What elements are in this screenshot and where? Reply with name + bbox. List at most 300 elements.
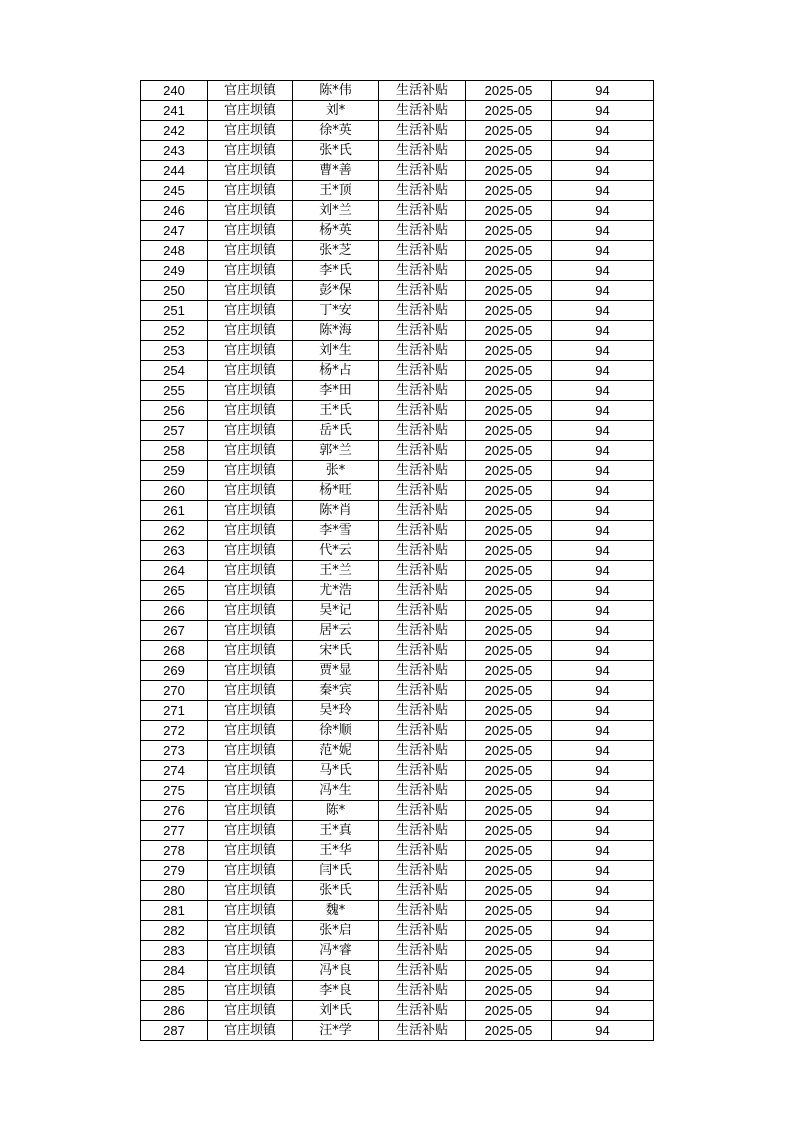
table-row [141, 81, 654, 101]
cell-serial-number: 251 [141, 301, 208, 321]
cell-amount: 94 [552, 221, 654, 241]
cell-subsidy-type: 生活补贴 [379, 421, 466, 441]
cell-period: 2025-05 [466, 501, 552, 521]
cell-serial-number: 277 [141, 821, 208, 841]
cell-amount: 94 [552, 521, 654, 541]
cell-person-name: 杨*旺 [293, 481, 379, 501]
cell-period: 2025-05 [466, 941, 552, 961]
cell-town: 官庄坝镇 [208, 841, 293, 861]
cell-serial-number: 267 [141, 621, 208, 641]
cell-subsidy-type: 生活补贴 [379, 901, 466, 921]
cell-period: 2025-05 [466, 381, 552, 401]
cell-town: 官庄坝镇 [208, 861, 293, 881]
cell-town: 官庄坝镇 [208, 761, 293, 781]
cell-subsidy-type: 生活补贴 [379, 461, 466, 481]
table-row [141, 421, 654, 441]
cell-person-name: 张* [293, 461, 379, 481]
cell-period: 2025-05 [466, 461, 552, 481]
cell-period: 2025-05 [466, 241, 552, 261]
table-row [141, 161, 654, 181]
cell-subsidy-type: 生活补贴 [379, 201, 466, 221]
table-row [141, 821, 654, 841]
cell-period: 2025-05 [466, 861, 552, 881]
cell-period: 2025-05 [466, 261, 552, 281]
cell-serial-number: 261 [141, 501, 208, 521]
cell-person-name: 丁*安 [293, 301, 379, 321]
cell-person-name: 张*氏 [293, 881, 379, 901]
cell-amount: 94 [552, 481, 654, 501]
table-row [141, 961, 654, 981]
cell-subsidy-type: 生活补贴 [379, 861, 466, 881]
cell-amount: 94 [552, 841, 654, 861]
cell-period: 2025-05 [466, 841, 552, 861]
cell-subsidy-type: 生活补贴 [379, 821, 466, 841]
cell-serial-number: 269 [141, 661, 208, 681]
cell-period: 2025-05 [466, 961, 552, 981]
table-row [141, 341, 654, 361]
cell-person-name: 汪*学 [293, 1021, 379, 1041]
table-row [141, 781, 654, 801]
cell-town: 官庄坝镇 [208, 141, 293, 161]
cell-amount: 94 [552, 581, 654, 601]
table-row [141, 241, 654, 261]
cell-amount: 94 [552, 541, 654, 561]
cell-person-name: 李*良 [293, 981, 379, 1001]
cell-person-name: 岳*氏 [293, 421, 379, 441]
cell-town: 官庄坝镇 [208, 201, 293, 221]
cell-period: 2025-05 [466, 441, 552, 461]
cell-town: 官庄坝镇 [208, 1001, 293, 1021]
cell-subsidy-type: 生活补贴 [379, 441, 466, 461]
cell-amount: 94 [552, 601, 654, 621]
cell-subsidy-type: 生活补贴 [379, 281, 466, 301]
cell-person-name: 冯*良 [293, 961, 379, 981]
cell-person-name: 秦*宾 [293, 681, 379, 701]
cell-serial-number: 264 [141, 561, 208, 581]
cell-amount: 94 [552, 101, 654, 121]
cell-person-name: 居*云 [293, 621, 379, 641]
cell-period: 2025-05 [466, 181, 552, 201]
cell-subsidy-type: 生活补贴 [379, 361, 466, 381]
cell-serial-number: 262 [141, 521, 208, 541]
cell-subsidy-type: 生活补贴 [379, 521, 466, 541]
cell-person-name: 刘*氏 [293, 1001, 379, 1021]
cell-serial-number: 260 [141, 481, 208, 501]
cell-period: 2025-05 [466, 581, 552, 601]
table-row [141, 261, 654, 281]
subsidy-roster-table [140, 80, 654, 1041]
cell-subsidy-type: 生活补贴 [379, 701, 466, 721]
table-row [141, 481, 654, 501]
cell-subsidy-type: 生活补贴 [379, 161, 466, 181]
cell-town: 官庄坝镇 [208, 541, 293, 561]
cell-serial-number: 247 [141, 221, 208, 241]
cell-serial-number: 244 [141, 161, 208, 181]
cell-amount: 94 [552, 241, 654, 261]
cell-town: 官庄坝镇 [208, 621, 293, 641]
cell-subsidy-type: 生活补贴 [379, 261, 466, 281]
cell-amount: 94 [552, 261, 654, 281]
cell-person-name: 刘*生 [293, 341, 379, 361]
cell-town: 官庄坝镇 [208, 701, 293, 721]
cell-period: 2025-05 [466, 101, 552, 121]
cell-serial-number: 243 [141, 141, 208, 161]
cell-serial-number: 250 [141, 281, 208, 301]
cell-subsidy-type: 生活补贴 [379, 981, 466, 1001]
table-row [141, 381, 654, 401]
cell-subsidy-type: 生活补贴 [379, 181, 466, 201]
cell-person-name: 吴*记 [293, 601, 379, 621]
cell-amount: 94 [552, 781, 654, 801]
table-row [141, 361, 654, 381]
cell-period: 2025-05 [466, 761, 552, 781]
table-row [141, 721, 654, 741]
table-row [141, 201, 654, 221]
cell-amount: 94 [552, 1021, 654, 1041]
cell-period: 2025-05 [466, 881, 552, 901]
cell-amount: 94 [552, 681, 654, 701]
cell-person-name: 王*兰 [293, 561, 379, 581]
cell-subsidy-type: 生活补贴 [379, 81, 466, 101]
cell-period: 2025-05 [466, 121, 552, 141]
table-row [141, 441, 654, 461]
cell-serial-number: 284 [141, 961, 208, 981]
cell-subsidy-type: 生活补贴 [379, 641, 466, 661]
cell-subsidy-type: 生活补贴 [379, 501, 466, 521]
cell-period: 2025-05 [466, 801, 552, 821]
cell-serial-number: 278 [141, 841, 208, 861]
cell-town: 官庄坝镇 [208, 501, 293, 521]
cell-town: 官庄坝镇 [208, 581, 293, 601]
cell-serial-number: 249 [141, 261, 208, 281]
cell-person-name: 贾*显 [293, 661, 379, 681]
table-row [141, 841, 654, 861]
cell-amount: 94 [552, 981, 654, 1001]
table-row [141, 401, 654, 421]
cell-town: 官庄坝镇 [208, 81, 293, 101]
cell-period: 2025-05 [466, 741, 552, 761]
cell-amount: 94 [552, 1001, 654, 1021]
table-row [141, 301, 654, 321]
cell-period: 2025-05 [466, 321, 552, 341]
cell-period: 2025-05 [466, 921, 552, 941]
cell-town: 官庄坝镇 [208, 661, 293, 681]
cell-town: 官庄坝镇 [208, 481, 293, 501]
table-row [141, 801, 654, 821]
cell-person-name: 彭*保 [293, 281, 379, 301]
cell-town: 官庄坝镇 [208, 301, 293, 321]
table-row [141, 121, 654, 141]
cell-town: 官庄坝镇 [208, 821, 293, 841]
cell-amount: 94 [552, 81, 654, 101]
cell-person-name: 张*氏 [293, 141, 379, 161]
cell-serial-number: 282 [141, 921, 208, 941]
cell-town: 官庄坝镇 [208, 961, 293, 981]
cell-subsidy-type: 生活补贴 [379, 601, 466, 621]
cell-person-name: 徐*英 [293, 121, 379, 141]
table-body [141, 81, 654, 1041]
cell-serial-number: 285 [141, 981, 208, 1001]
cell-town: 官庄坝镇 [208, 101, 293, 121]
cell-amount: 94 [552, 641, 654, 661]
cell-period: 2025-05 [466, 281, 552, 301]
cell-period: 2025-05 [466, 521, 552, 541]
cell-serial-number: 242 [141, 121, 208, 141]
cell-amount: 94 [552, 121, 654, 141]
cell-town: 官庄坝镇 [208, 561, 293, 581]
cell-town: 官庄坝镇 [208, 221, 293, 241]
cell-subsidy-type: 生活补贴 [379, 661, 466, 681]
cell-subsidy-type: 生活补贴 [379, 141, 466, 161]
cell-amount: 94 [552, 461, 654, 481]
cell-town: 官庄坝镇 [208, 401, 293, 421]
cell-person-name: 冯*睿 [293, 941, 379, 961]
cell-town: 官庄坝镇 [208, 901, 293, 921]
table-row [141, 461, 654, 481]
cell-amount: 94 [552, 421, 654, 441]
cell-subsidy-type: 生活补贴 [379, 401, 466, 421]
cell-subsidy-type: 生活补贴 [379, 1001, 466, 1021]
cell-serial-number: 255 [141, 381, 208, 401]
cell-amount: 94 [552, 281, 654, 301]
cell-amount: 94 [552, 501, 654, 521]
cell-amount: 94 [552, 881, 654, 901]
cell-person-name: 魏* [293, 901, 379, 921]
cell-town: 官庄坝镇 [208, 1021, 293, 1041]
cell-subsidy-type: 生活补贴 [379, 721, 466, 741]
cell-person-name: 郭*兰 [293, 441, 379, 461]
cell-person-name: 陈*海 [293, 321, 379, 341]
table-row [141, 941, 654, 961]
cell-subsidy-type: 生活补贴 [379, 881, 466, 901]
cell-person-name: 杨*英 [293, 221, 379, 241]
cell-person-name: 王*真 [293, 821, 379, 841]
cell-town: 官庄坝镇 [208, 381, 293, 401]
cell-subsidy-type: 生活补贴 [379, 941, 466, 961]
cell-period: 2025-05 [466, 141, 552, 161]
cell-town: 官庄坝镇 [208, 881, 293, 901]
cell-serial-number: 275 [141, 781, 208, 801]
cell-person-name: 李*氏 [293, 261, 379, 281]
cell-subsidy-type: 生活补贴 [379, 341, 466, 361]
cell-serial-number: 274 [141, 761, 208, 781]
cell-person-name: 代*云 [293, 541, 379, 561]
cell-town: 官庄坝镇 [208, 121, 293, 141]
cell-amount: 94 [552, 961, 654, 981]
cell-person-name: 闫*氏 [293, 861, 379, 881]
cell-subsidy-type: 生活补贴 [379, 561, 466, 581]
cell-person-name: 吴*玲 [293, 701, 379, 721]
cell-town: 官庄坝镇 [208, 341, 293, 361]
cell-period: 2025-05 [466, 701, 552, 721]
cell-serial-number: 254 [141, 361, 208, 381]
cell-amount: 94 [552, 901, 654, 921]
cell-town: 官庄坝镇 [208, 801, 293, 821]
cell-amount: 94 [552, 321, 654, 341]
cell-serial-number: 272 [141, 721, 208, 741]
cell-person-name: 李*雪 [293, 521, 379, 541]
cell-period: 2025-05 [466, 401, 552, 421]
cell-period: 2025-05 [466, 1001, 552, 1021]
cell-serial-number: 276 [141, 801, 208, 821]
cell-person-name: 范*妮 [293, 741, 379, 761]
cell-serial-number: 270 [141, 681, 208, 701]
cell-serial-number: 245 [141, 181, 208, 201]
cell-town: 官庄坝镇 [208, 461, 293, 481]
cell-subsidy-type: 生活补贴 [379, 961, 466, 981]
table-row [141, 981, 654, 1001]
cell-person-name: 陈*伟 [293, 81, 379, 101]
cell-period: 2025-05 [466, 621, 552, 641]
cell-serial-number: 253 [141, 341, 208, 361]
cell-subsidy-type: 生活补贴 [379, 741, 466, 761]
cell-person-name: 王*华 [293, 841, 379, 861]
cell-amount: 94 [552, 821, 654, 841]
cell-subsidy-type: 生活补贴 [379, 1021, 466, 1041]
table-row [141, 861, 654, 881]
cell-serial-number: 257 [141, 421, 208, 441]
cell-person-name: 张*启 [293, 921, 379, 941]
cell-amount: 94 [552, 341, 654, 361]
table-row [141, 901, 654, 921]
cell-town: 官庄坝镇 [208, 981, 293, 1001]
cell-serial-number: 286 [141, 1001, 208, 1021]
cell-amount: 94 [552, 741, 654, 761]
cell-period: 2025-05 [466, 681, 552, 701]
table-row [141, 681, 654, 701]
cell-amount: 94 [552, 861, 654, 881]
cell-period: 2025-05 [466, 561, 552, 581]
cell-amount: 94 [552, 701, 654, 721]
table-row [141, 661, 654, 681]
cell-town: 官庄坝镇 [208, 361, 293, 381]
cell-town: 官庄坝镇 [208, 601, 293, 621]
cell-period: 2025-05 [466, 81, 552, 101]
cell-subsidy-type: 生活补贴 [379, 221, 466, 241]
cell-serial-number: 271 [141, 701, 208, 721]
cell-person-name: 张*芝 [293, 241, 379, 261]
cell-period: 2025-05 [466, 1021, 552, 1041]
cell-subsidy-type: 生活补贴 [379, 381, 466, 401]
cell-town: 官庄坝镇 [208, 921, 293, 941]
cell-person-name: 陈* [293, 801, 379, 821]
cell-period: 2025-05 [466, 981, 552, 1001]
table-row [141, 221, 654, 241]
table-row [141, 521, 654, 541]
cell-person-name: 刘* [293, 101, 379, 121]
cell-subsidy-type: 生活补贴 [379, 241, 466, 261]
cell-subsidy-type: 生活补贴 [379, 681, 466, 701]
cell-period: 2025-05 [466, 781, 552, 801]
cell-town: 官庄坝镇 [208, 641, 293, 661]
cell-town: 官庄坝镇 [208, 441, 293, 461]
cell-serial-number: 287 [141, 1021, 208, 1041]
table-row [141, 581, 654, 601]
cell-serial-number: 265 [141, 581, 208, 601]
cell-person-name: 陈*肖 [293, 501, 379, 521]
cell-amount: 94 [552, 381, 654, 401]
cell-amount: 94 [552, 561, 654, 581]
cell-person-name: 王*氏 [293, 401, 379, 421]
cell-amount: 94 [552, 161, 654, 181]
table-row [141, 621, 654, 641]
cell-person-name: 宋*氏 [293, 641, 379, 661]
table-row [141, 641, 654, 661]
cell-subsidy-type: 生活补贴 [379, 621, 466, 641]
cell-period: 2025-05 [466, 601, 552, 621]
cell-period: 2025-05 [466, 541, 552, 561]
cell-serial-number: 248 [141, 241, 208, 261]
cell-amount: 94 [552, 721, 654, 741]
cell-amount: 94 [552, 301, 654, 321]
table-row [141, 1001, 654, 1021]
cell-period: 2025-05 [466, 161, 552, 181]
cell-period: 2025-05 [466, 221, 552, 241]
cell-serial-number: 252 [141, 321, 208, 341]
cell-town: 官庄坝镇 [208, 421, 293, 441]
cell-town: 官庄坝镇 [208, 161, 293, 181]
cell-town: 官庄坝镇 [208, 521, 293, 541]
cell-subsidy-type: 生活补贴 [379, 301, 466, 321]
cell-subsidy-type: 生活补贴 [379, 321, 466, 341]
table-row [141, 881, 654, 901]
cell-town: 官庄坝镇 [208, 281, 293, 301]
cell-person-name: 马*氏 [293, 761, 379, 781]
cell-period: 2025-05 [466, 901, 552, 921]
cell-person-name: 冯*生 [293, 781, 379, 801]
table-row [141, 561, 654, 581]
cell-person-name: 曹*善 [293, 161, 379, 181]
cell-amount: 94 [552, 401, 654, 421]
cell-subsidy-type: 生活补贴 [379, 541, 466, 561]
cell-serial-number: 268 [141, 641, 208, 661]
cell-amount: 94 [552, 181, 654, 201]
cell-subsidy-type: 生活补贴 [379, 481, 466, 501]
cell-serial-number: 281 [141, 901, 208, 921]
table-row [141, 741, 654, 761]
cell-person-name: 刘*兰 [293, 201, 379, 221]
cell-town: 官庄坝镇 [208, 321, 293, 341]
cell-town: 官庄坝镇 [208, 261, 293, 281]
cell-period: 2025-05 [466, 641, 552, 661]
cell-serial-number: 258 [141, 441, 208, 461]
cell-serial-number: 246 [141, 201, 208, 221]
cell-serial-number: 283 [141, 941, 208, 961]
cell-town: 官庄坝镇 [208, 781, 293, 801]
cell-subsidy-type: 生活补贴 [379, 581, 466, 601]
cell-amount: 94 [552, 801, 654, 821]
cell-person-name: 李*田 [293, 381, 379, 401]
cell-serial-number: 259 [141, 461, 208, 481]
table-row [141, 1021, 654, 1041]
cell-subsidy-type: 生活补贴 [379, 101, 466, 121]
cell-period: 2025-05 [466, 481, 552, 501]
cell-subsidy-type: 生活补贴 [379, 801, 466, 821]
table-row [141, 701, 654, 721]
cell-serial-number: 266 [141, 601, 208, 621]
cell-person-name: 徐*顺 [293, 721, 379, 741]
table-row [141, 761, 654, 781]
table-row [141, 541, 654, 561]
cell-amount: 94 [552, 761, 654, 781]
cell-period: 2025-05 [466, 421, 552, 441]
cell-town: 官庄坝镇 [208, 681, 293, 701]
table-row [141, 181, 654, 201]
cell-person-name: 杨*占 [293, 361, 379, 381]
cell-serial-number: 263 [141, 541, 208, 561]
cell-period: 2025-05 [466, 301, 552, 321]
cell-amount: 94 [552, 941, 654, 961]
